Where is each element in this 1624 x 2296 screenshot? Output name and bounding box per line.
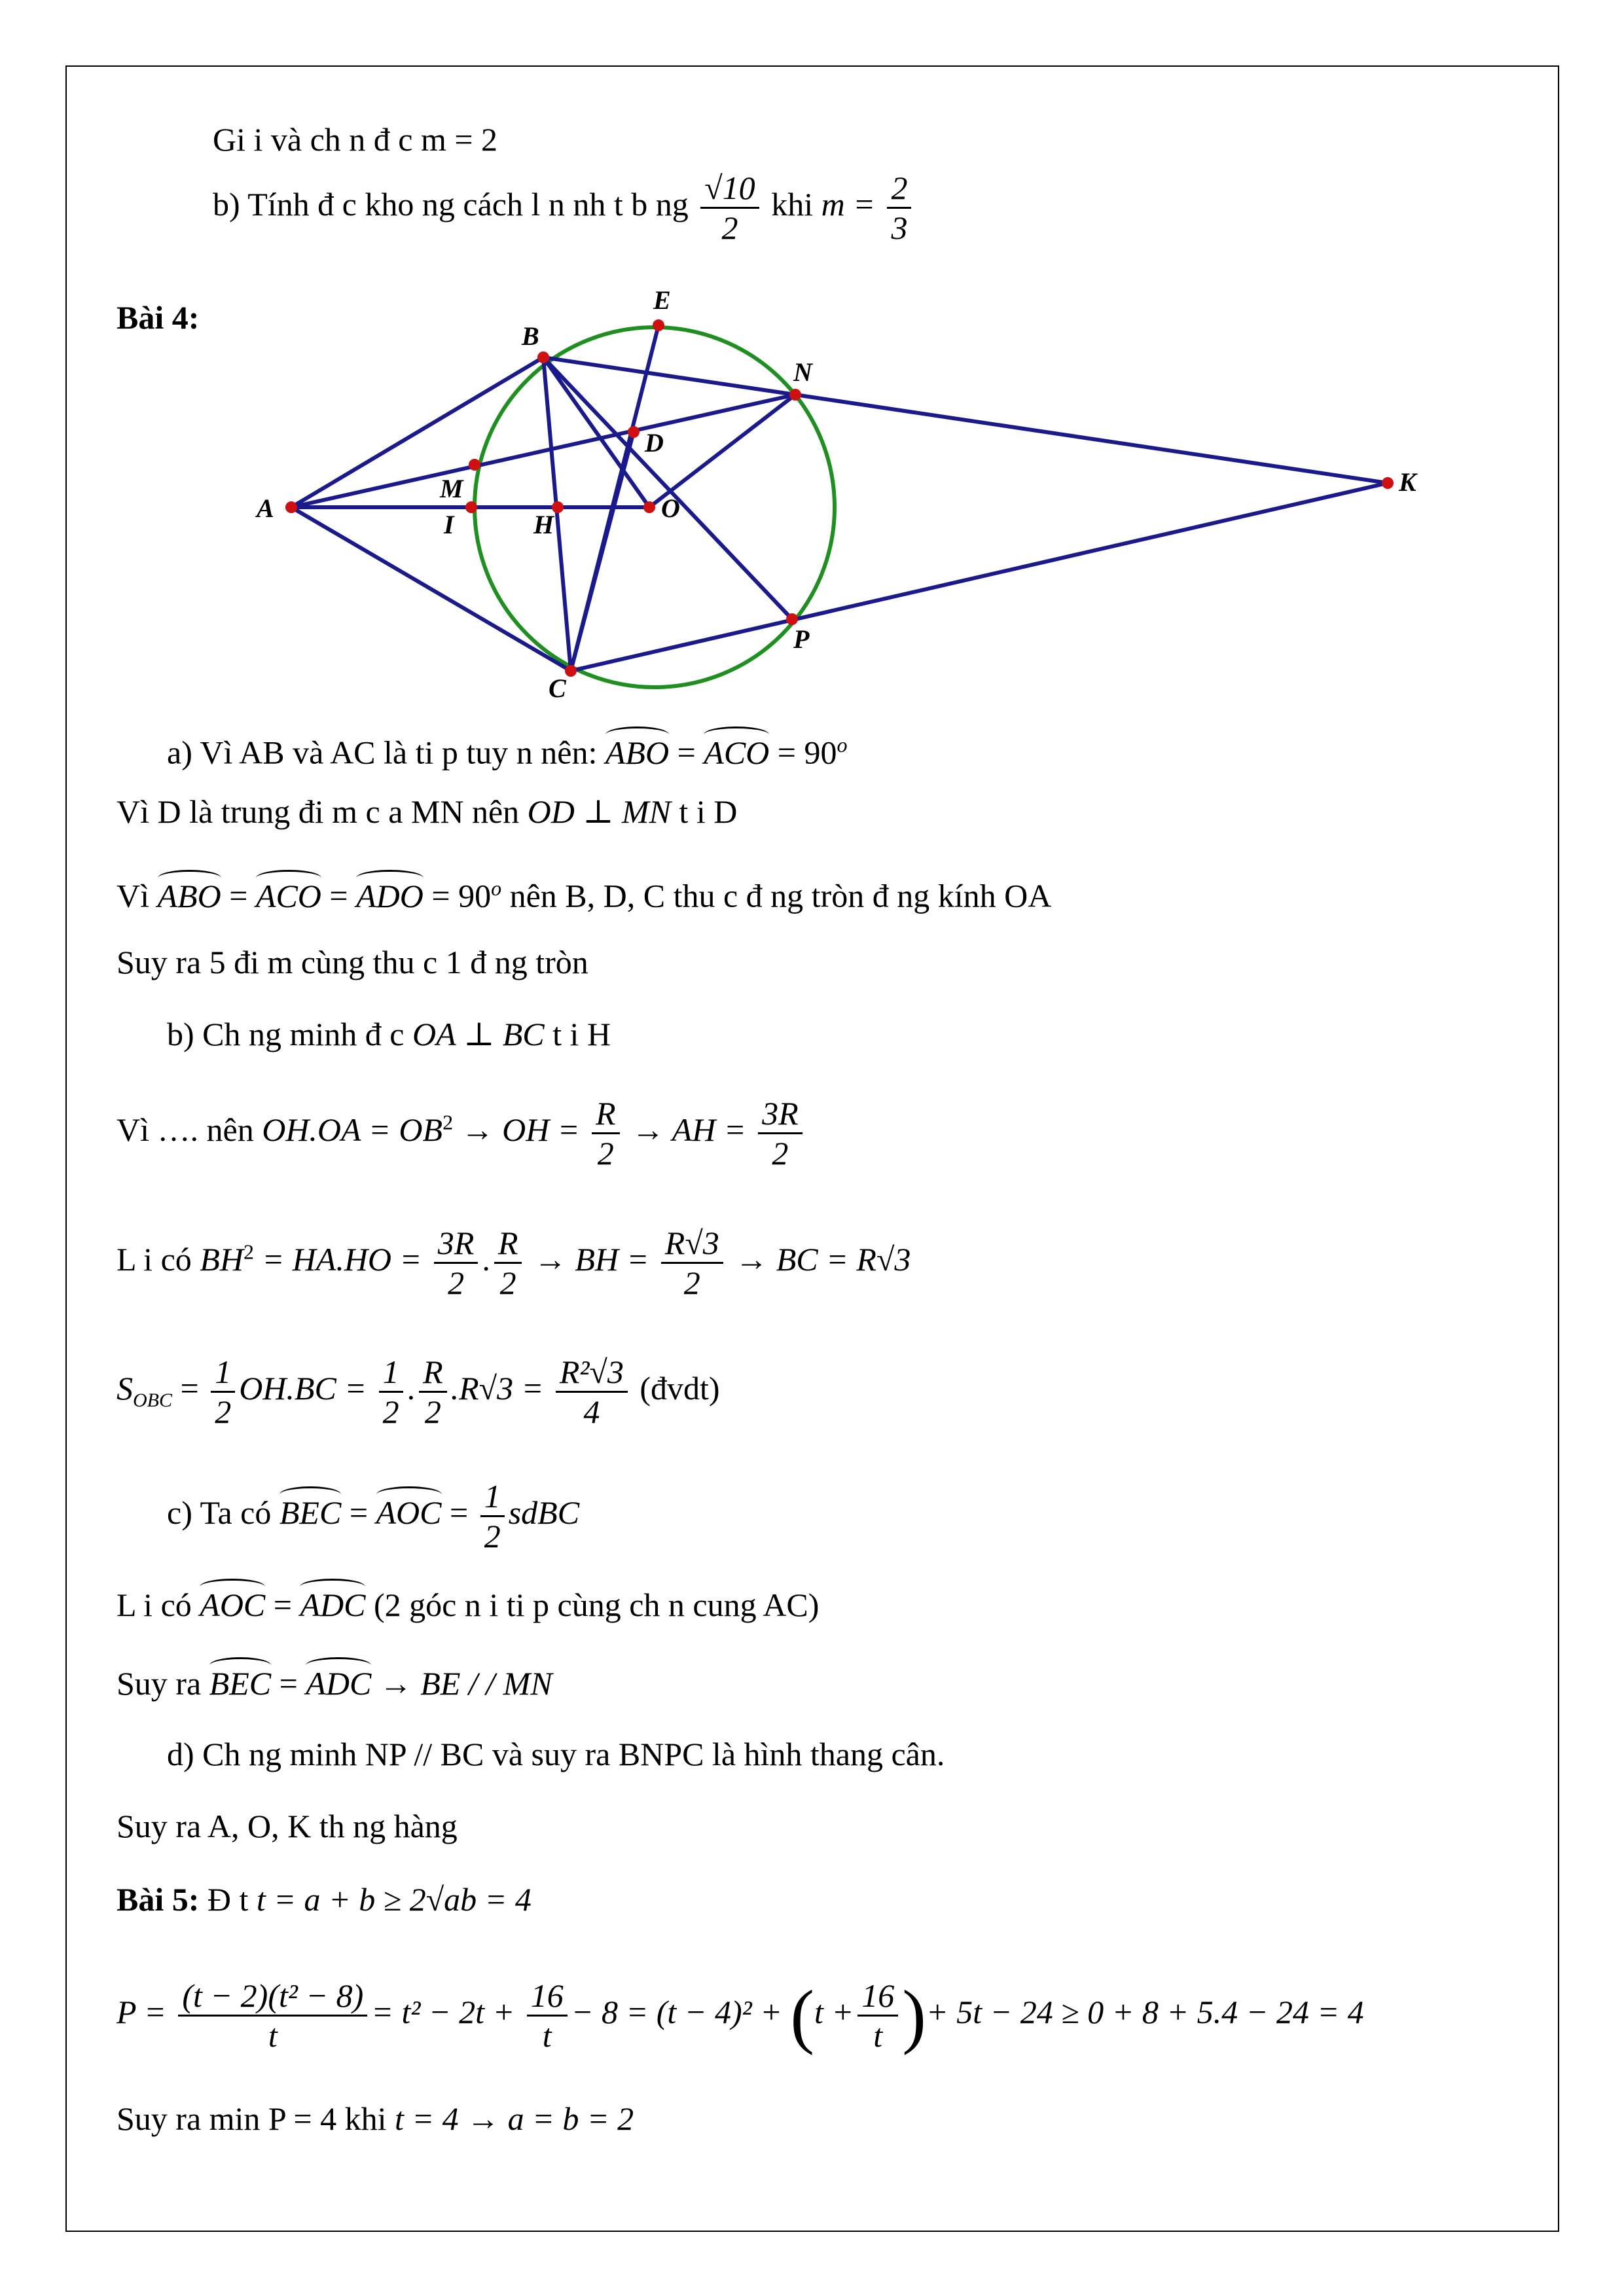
text-line: P = $\frac{\text{(t − 2)(t² − 8)}}{t}$ = t² − 2t + $\frac{16}{t}$ − 8 = (t − 4)² + (t + $\frac{16}{t}$ )+ 5t − 24 ≥ 0 + 8 + 5.4 − 24 = 4 — [117, 1975, 1364, 2056]
line-text: khi — [771, 185, 814, 223]
angle: ABO — [605, 734, 670, 771]
text-line — [213, 169, 915, 247]
label-i: I — [444, 510, 454, 539]
problem-heading: Bài 4: — [117, 299, 200, 336]
fraction: $\frac{2}{3}$ — [887, 169, 911, 247]
text-line: Suy ra BEC = ADC → BE / / MN — [117, 1665, 552, 1702]
text-line: L i có $BH^2 = HA.HO$ = $\frac{3R}{2}$ . $\frac{R}{2}$ → BH = $\frac{R√3}{2}$ → BC = R√3 — [117, 1225, 911, 1301]
text-line: a) Vì AB và AC là ti p tuy n nên: ABO = ACO = $90^o$ — [167, 733, 848, 771]
text-line: Gi i và ch n đ c m = 2 — [213, 121, 498, 158]
math: m = — [821, 185, 875, 223]
fraction: $\frac{√10}{2}$ — [700, 169, 759, 247]
text-line: Suy ra 5 đi m cùng thu c 1 đ ng tròn — [117, 944, 588, 980]
geometry-figure — [249, 278, 1447, 704]
text-line: Vì D là trung đi m c a MN nên OD ⊥ MN t i D — [117, 793, 738, 830]
text-line: c) Ta có BEC = AOC = $\frac{1}{2}$ sdBC — [167, 1478, 580, 1554]
angle: ACO — [704, 734, 770, 771]
label-a: A — [257, 493, 274, 523]
label-b: B — [522, 321, 539, 351]
text-line: L i có AOC = ADC (2 góc n i ti p cùng ch n cung AC) — [117, 1587, 820, 1623]
label-n: N — [793, 357, 812, 387]
text-line: $S_{OBC}$ = $\frac{1}{2}$ OH.BC = $\frac{1}{2}$ . $\frac{R}{2}$ .R√3 = $\frac{\text{R²√3}}{4}$ (đvdt) — [117, 1354, 720, 1430]
text-line: Suy ra A, O, K th ng hàng — [117, 1808, 458, 1844]
text-line: d) Ch ng minh NP // BC và suy ra BNPC là hình thang cân. — [167, 1736, 945, 1772]
label-c: C — [549, 673, 566, 703]
text-line: Vì ABO = ACO = ADO = $90^o$ nên B, D, C thu c đ ng tròn đ ng kính OA — [117, 876, 1052, 914]
label-h: H — [533, 510, 554, 539]
line-text: b) Tính đ c kho ng cách l n nh t b ng — [213, 185, 689, 223]
text-line: Bài 5: Đ t t = a + b ≥ 2√ab = 4 — [117, 1881, 532, 1918]
label-m: M — [440, 474, 463, 503]
text-line: b) Ch ng minh đ c OA ⊥ BC t i H — [167, 1016, 611, 1052]
label-p: P — [793, 624, 810, 654]
text-line: Vì …. nên $OH.OA = OB^2$ → OH = $\frac{R}{2}$ → AH = $\frac{3R}{2}$ — [117, 1094, 806, 1172]
label-d: D — [645, 428, 664, 457]
problem-heading: Bài 5: — [117, 1881, 200, 1918]
label-o: O — [661, 493, 680, 523]
text-line: Suy ra min P = 4 khi t = 4 → a = b = 2 — [117, 2100, 634, 2137]
label-e: E — [653, 285, 671, 315]
label-k: K — [1399, 467, 1416, 497]
